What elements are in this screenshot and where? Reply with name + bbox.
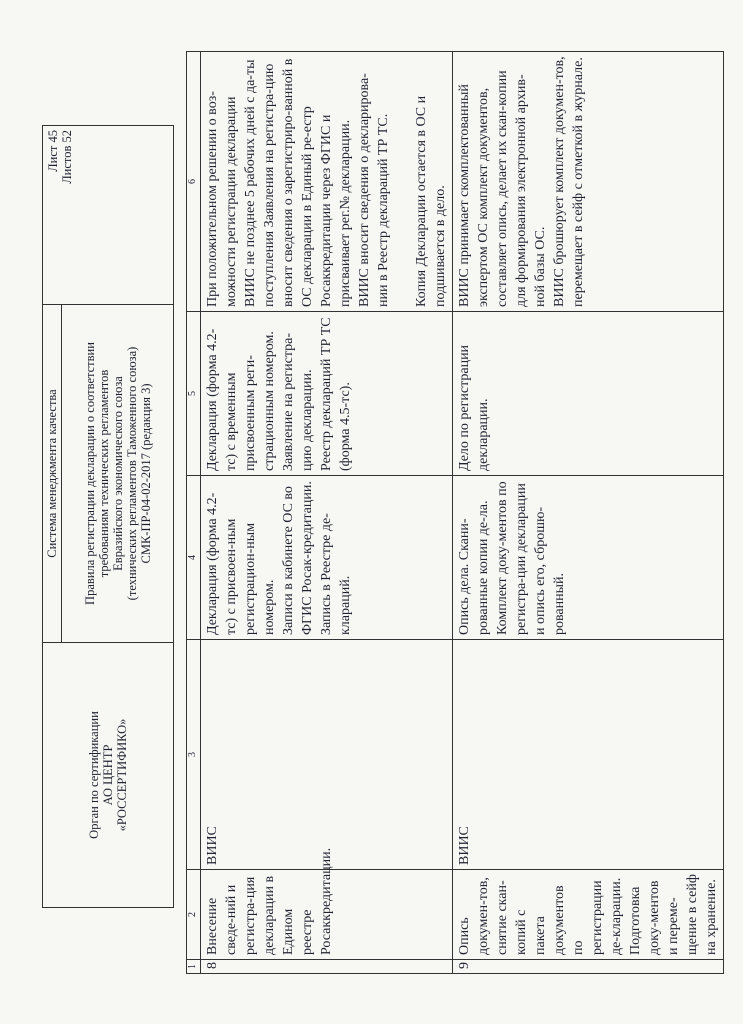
organization-name: Орган по сертификации АО ЦЕНТР «РОССЕРТИФИКО» (43, 643, 174, 908)
stage-cell: Внесение сведе-ний и регистра-ция декларации в Едином реестре Росаккредитации. (201, 870, 453, 960)
result-cell: Опись дела. Скани-рованные копии де-ла. Комплект доку-ментов по регистра-ции декларации и опись его, сброшю-рованный. (453, 476, 724, 640)
document-header (42, 125, 174, 908)
executor-cell: ВИИС (453, 640, 724, 870)
quality-system-title: Система менеджмента качества (43, 305, 62, 643)
sheet-total: Листов 52 (60, 130, 74, 184)
document-cell: Дело по регистрации декларации. (453, 312, 724, 476)
sheet-number: Лист 45 (46, 130, 60, 172)
table-row (453, 52, 724, 974)
table-row (201, 52, 453, 974)
document-title: Правила регистрации декларации о соответствии требованиям технических регламентов Евразийского экономического союза (технических регламентов Таможенного союза) СМК-ПР-04-02-2017 (редакция 3) (62, 305, 174, 643)
description-cell: ВИИС принимает скомплектованный экспертом ОС комплект документов, составляет опись, делает их скан-копии для формирования электронной архив-ной базы ОС. ВИИС брошюрует комплект докумен-тов, перемещает в сейф с отметкой в журнале. (453, 52, 724, 312)
row-number: 8 (201, 960, 453, 974)
column-number-row: 1 2 3 4 5 6 (187, 52, 201, 974)
row-number: 9 (453, 960, 724, 974)
stage-cell: Опись докумен-тов, снятие скан-копий с пакета документов по регистрации де-кларации. Подготовка доку-ментов и переме-щение в сейф на хранение. (453, 870, 724, 960)
executor-cell: ВИИС (201, 640, 453, 870)
result-cell: Декларация (форма 4.2-тс) с присвоен-ным регистрацион-ным номером. Записи в кабинете ОС во ФГИС Росак-кредитации. Запись в Реестре де-клараций. (201, 476, 453, 640)
description-cell: При положительном решении о воз-можности регистрации декларации ВИИС не позднее 5 рабочих дней с да-ты поступления Заявления на регистра-цию вносит сведения о зарегистриро-ванной в ОС декларации в Единый ре-естр Росаккредитации через ФГИС и присваивает рег.№ декларации. ВИИС вносит сведения о декларирова-нии в Реестр деклараций ТР ТС. Копия Декларации остается в ОС и подшивается в дело. (201, 52, 453, 312)
procedure-table (186, 51, 724, 974)
sheet-info (43, 126, 174, 305)
document-cell: Декларация (форма 4.2-тс) с временным присвоенным реги-страционным номером. Заявление на регистра-цию декларации. Реестр деклараций ТР ТС (форма 4.5-тс). (201, 312, 453, 476)
